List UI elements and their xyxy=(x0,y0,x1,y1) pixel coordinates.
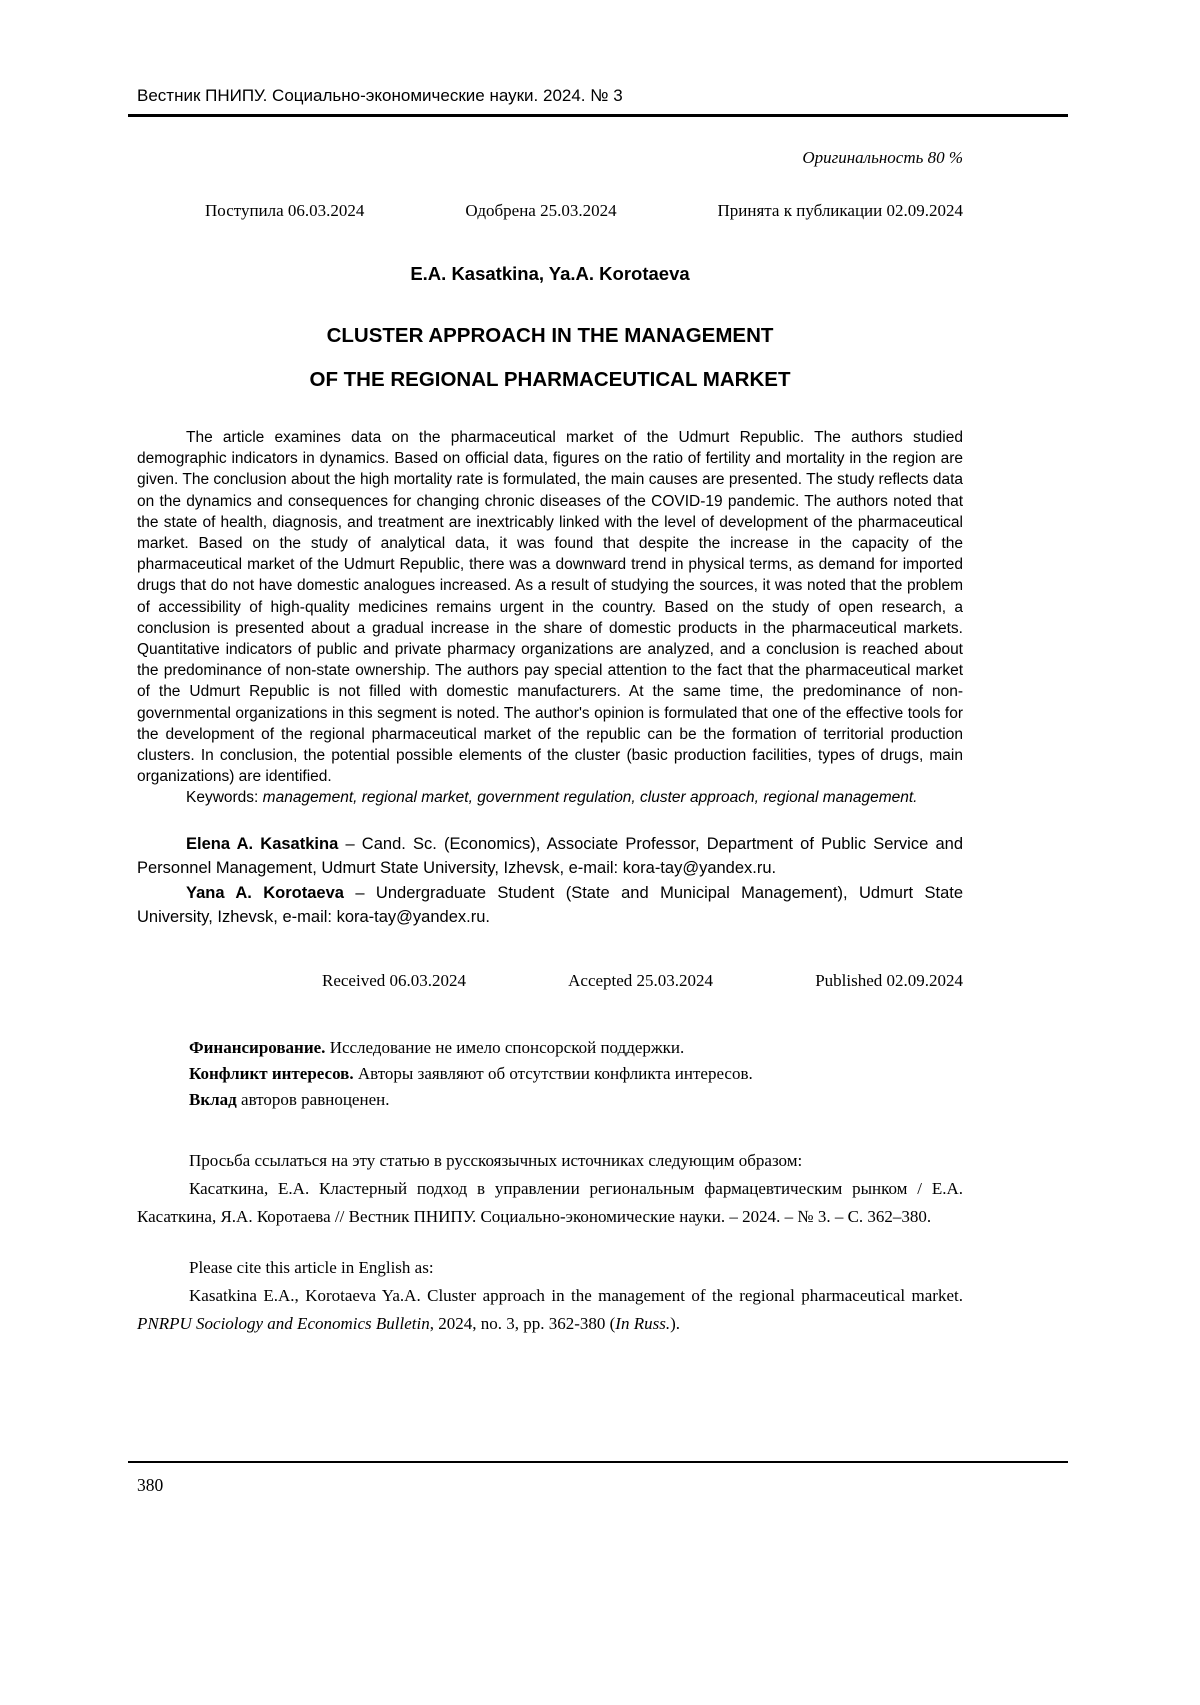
bio-name: Elena A. Kasatkina xyxy=(186,834,339,853)
dates-row-russian xyxy=(137,201,963,221)
keywords-paragraph xyxy=(137,787,963,808)
citation-en-text xyxy=(137,1282,963,1338)
conflict-text: Авторы заявляют об отсутствии конфликта интересов. xyxy=(353,1063,753,1083)
abstract-paragraph: The article examines data on the pharmaceutical market of the Udmurt Republic. The authors studied demographic indicators in dynamics. Based on official data, figures on the ratio of fertility and mortality in the region are given. The conclusion about the high mortality rate is formulated, the main causes are presented. The study reflects data on the dynamics and consequences for changing chronic diseases of the COVID-19 pandemic. The authors noted that the state of health, diagnosis, and treatment are inextricably linked with the level of development of the pharmaceutical market. Based on the study of analytical data, it was found that despite the increase in the capacity of the pharmaceutical market of the Udmurt Republic, there was a downward trend in physical terms, as demand for imported drugs that do not have domestic analogues increased. As a result of studying the sources, it was noted that the problem of accessibility of high-quality medicines remains urgent in the country. Based on the study of open research, a conclusion is presented about a gradual increase in the share of domestic products in the pharmaceutical markets. Quantitative indicators of public and private pharmacy organizations are analyzed, and a conclusion is reached about the predominance of non-state ownership. The authors pay special attention to the fact that the pharmaceutical market of the Udmurt Republic is not filled with domestic manufacturers. At the same time, the predominance of non-governmental organizations in this segment is noted. The author's opinion is formulated that one of the effective tools for the development of the regional pharmaceutical market of the republic can be the formation of territorial production clusters. In conclusion, the potential possible elements of the cluster (basic production facilities, types of drugs, main organizations) are identified. xyxy=(137,429,963,786)
citation-en-part2: , 2024, no. 3, pp. 362-380 ( xyxy=(429,1313,616,1333)
funding-note xyxy=(137,1035,963,1061)
citation-ru-intro: Просьба ссылаться на эту статью в русскоязычных источниках следующим образом: xyxy=(189,1150,803,1170)
article-title-line-1: CLUSTER APPROACH IN THE MANAGEMENT xyxy=(326,324,774,347)
accepted-date-en: Accepted 25.03.2024 xyxy=(568,970,714,990)
keywords-label: Keywords: xyxy=(186,789,263,807)
dates-row-english xyxy=(137,971,963,991)
citation-ru-block xyxy=(137,1147,963,1231)
accepted-date-ru: Принята к публикации 02.09.2024 xyxy=(717,201,963,220)
originality-note: Оригинальность 80 % xyxy=(802,148,963,167)
author-bio xyxy=(137,832,963,881)
funding-text: Исследование не имело спонсорской поддержки. xyxy=(325,1037,685,1057)
article-title xyxy=(137,322,963,394)
conflict-label: Конфликт интересов. xyxy=(189,1063,354,1083)
authors-line: E.A. Kasatkina, Ya.A. Korotaeva xyxy=(410,263,690,284)
author-bios xyxy=(137,832,963,930)
submitted-date-ru: Поступила 06.03.2024 xyxy=(205,201,365,220)
citation-en-intro: Please cite this article in English as: xyxy=(189,1257,434,1277)
keywords-text: management, regional market, government regulation, cluster approach, regional management. xyxy=(262,789,918,807)
bio-name: Yana A. Korotaeva xyxy=(186,883,344,902)
funding-label: Финансирование. xyxy=(189,1037,326,1057)
in-russ-note: In Russ. xyxy=(615,1313,671,1333)
contribution-label: Вклад xyxy=(189,1089,237,1109)
conflict-note xyxy=(137,1061,963,1087)
citation-en-part1: Kasatkina E.A., Korotaeva Ya.A. Cluster approach in the management of the regional pharmaceutical market. xyxy=(189,1285,963,1305)
author-bio xyxy=(137,881,963,930)
citation-ru-text: Касаткина, Е.А. Кластерный подход в управлении региональным фармацевтическим рынком / Е.А. Касаткина, Я.А. Коротаева // Вестник ПНИПУ. Социально-экономические науки. – 2024. – № 3. – С. 362–380. xyxy=(137,1178,963,1226)
received-date-en: Received 06.03.2024 xyxy=(322,970,466,990)
bio-text: – Undergraduate Student (State and Municipal Management), Udmurt State University, Izhevsk, e-mail: kora-tay@yandex.ru. xyxy=(137,883,964,927)
approved-date-ru: Одобрена 25.03.2024 xyxy=(465,201,617,220)
page-content xyxy=(137,0,963,1338)
page-number: 380 xyxy=(137,1475,164,1495)
citation-en-block xyxy=(137,1254,963,1338)
header-rule xyxy=(128,114,1068,117)
running-head: Вестник ПНИПУ. Социально-экономические науки. 2024. № 3 xyxy=(137,86,623,105)
contribution-text: авторов равноценен. xyxy=(236,1089,390,1109)
citation-en-part3: ). xyxy=(670,1313,680,1333)
journal-name: PNRPU Sociology and Economics Bulletin xyxy=(137,1313,430,1333)
published-date-en: Published 02.09.2024 xyxy=(815,970,963,990)
notes-section xyxy=(137,1035,963,1113)
footer-rule xyxy=(128,1461,1068,1463)
article-title-line-2: OF THE REGIONAL PHARMACEUTICAL MARKET xyxy=(309,368,791,391)
bio-text: – Cand. Sc. (Economics), Associate Professor, Department of Public Service and Personnel Management, Udmurt State University, Izhevsk, e-mail: kora-tay@yandex.ru. xyxy=(137,834,963,878)
abstract-section xyxy=(137,427,963,809)
contribution-note xyxy=(137,1087,963,1113)
